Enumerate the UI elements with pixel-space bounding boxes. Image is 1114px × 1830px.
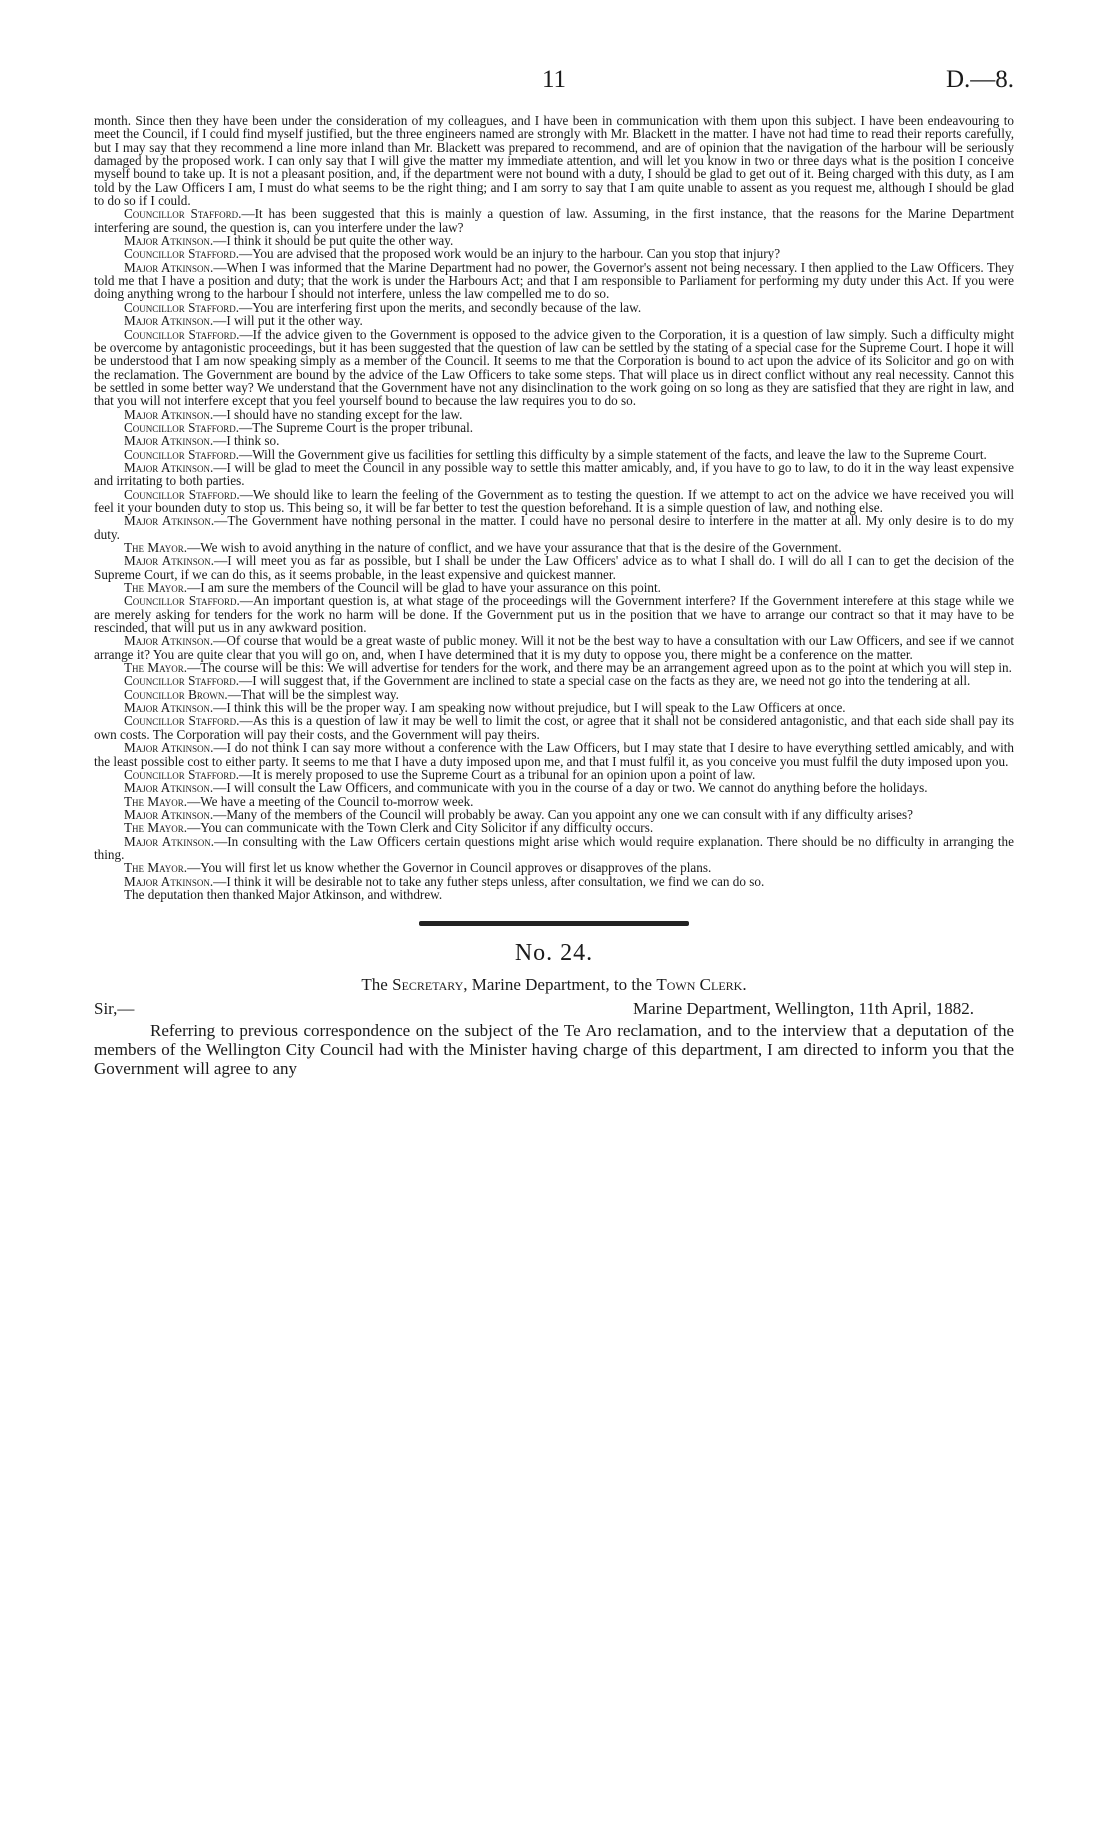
speaker-name: Major Atkinson. xyxy=(124,406,214,422)
speaker-name: Councillor Stafford. xyxy=(124,673,240,689)
salutation: Sir,— xyxy=(94,999,135,1019)
transcript-paragraph xyxy=(94,741,1014,768)
transcript-paragraph xyxy=(94,328,1014,408)
transcript-paragraph xyxy=(94,314,1014,327)
speech-text: —Will the Government give us facilities for settling this difficulty by a simple statement of the facts, and leave the law to the Supreme Court. xyxy=(239,446,987,462)
speaker-name: Major Atkinson. xyxy=(124,313,214,329)
speaker-name: The Mayor. xyxy=(124,660,188,676)
speaker-name: Major Atkinson. xyxy=(124,259,214,275)
speech-text: —I think so. xyxy=(213,433,280,449)
transcript-paragraph xyxy=(94,461,1014,488)
speech-text: —The Supreme Court is the proper tribunal. xyxy=(239,419,474,435)
transcript-paragraph xyxy=(94,701,1014,714)
speaker-name: Major Atkinson. xyxy=(124,700,214,716)
speech-text: —As this is a question of law it may be well to limit the cost, or agree that it shall not be considered antagonistic, and that each side shall pay its own costs. The Corporation will pay their costs, and the Government will pay theirs. xyxy=(94,713,1014,742)
speaker-name: Councillor Stafford. xyxy=(124,593,240,609)
speech-text: —When I was informed that the Marine Department had no power, the Governor's assent not being necessary. I then applied to the Law Officers. They told me that I have a position and duty; that the work is under the Harbours Act; and that I am responsible to Parliament for performing my duty under this Act. If you were doing anything wrong to the harbour I should not interfere, unless the law compelled me to do so. xyxy=(94,259,1015,302)
transcript-paragraph xyxy=(94,434,1014,447)
speech-text: —The Government have nothing personal in the matter. I could have no personal desire to interfere in the matter at all. My only desire is to do my duty. xyxy=(94,513,1014,542)
speech-text: —You are interfering first upon the merits, and secondly because of the law. xyxy=(239,299,642,315)
speaker-name: Councillor Stafford. xyxy=(124,486,240,502)
heading-to: Town Clerk xyxy=(656,975,743,995)
speaker-name: Major Atkinson. xyxy=(124,833,215,849)
letter-address-line xyxy=(94,999,1014,1021)
page-number: 11 xyxy=(541,66,567,93)
section-divider xyxy=(419,921,689,926)
speech-text: —Many of the members of the Council will probably be away. Can you appoint any one we can consult with if any difficulty arises? xyxy=(213,806,913,822)
speech-text: —You are advised that the proposed work would be an injury to the harbour. Can you stop that injury? xyxy=(239,246,781,262)
transcript-paragraph xyxy=(94,421,1014,434)
speech-text: —I will consult the Law Officers, and communicate with you in the course of a day or two. We cannot do anything before the holidays. xyxy=(213,780,928,796)
transcript-paragraph xyxy=(94,408,1014,421)
speech-text: —It has been suggested that this is mainly a question of law. Assuming, in the first instance, that the reasons for the Marine Department interfering are sound, the question is, can you interfere under the law? xyxy=(94,206,1014,235)
speaker-name: The Mayor. xyxy=(124,860,188,876)
speech-text: —An important question is, at what stage of the proceedings will the Government interfere? If the Government interefere at this stage while we are merely asking for tenders for the work no harm will be done. If the Government put us in the position that we have to arrange our contract so that it may have to be rescinded, that will put us in any awkward position. xyxy=(94,593,1014,636)
speech-text: —We have a meeting of the Council to-morrow week. xyxy=(187,793,474,809)
speaker-name: Councillor Stafford. xyxy=(124,419,240,435)
transcript-paragraph xyxy=(94,594,1014,634)
speech-text: —In consulting with the Law Officers certain questions might arise which would require explanation. There should be no difficulty in arranging the thing. xyxy=(94,833,1014,862)
transcript-paragraph xyxy=(94,888,1014,901)
interview-transcript xyxy=(94,114,1014,901)
transcript-paragraph xyxy=(94,875,1014,888)
speaker-name: Major Atkinson. xyxy=(124,740,214,756)
transcript-paragraph xyxy=(94,714,1014,741)
page-header xyxy=(94,66,1014,106)
transcript-paragraph xyxy=(94,861,1014,874)
transcript-paragraph xyxy=(94,514,1014,541)
speech-text: —We should like to learn the feeling of the Government as to testing the question. If we attempt to act on the advice we have received you will feel it your bounden duty to stop us. This being so, it will be far better to test the question beforehand. It is a simple question of law, and nothing else. xyxy=(94,486,1014,515)
speech-text: —I think it will be desirable not to take any futher steps unless, after consultation, we find we can do so. xyxy=(213,873,765,889)
speaker-name: Major Atkinson. xyxy=(124,633,214,649)
page xyxy=(94,66,1014,1078)
speaker-name: Councillor Stafford. xyxy=(124,446,240,462)
transcript-paragraph xyxy=(94,554,1014,581)
transcript-paragraph xyxy=(94,821,1014,834)
transcript-paragraph xyxy=(94,234,1014,247)
speech-text: —We wish to avoid anything in the nature of conflict, and we have your assurance that that is the desire of the Government. xyxy=(187,540,842,555)
speaker-name: Major Atkinson. xyxy=(124,433,214,449)
speech-text: —You can communicate with the Town Clerk and City Solicitor if any difficulty occurs. xyxy=(187,820,654,836)
speaker-name: Councillor Stafford. xyxy=(124,299,240,315)
speaker-name: Councillor Stafford. xyxy=(124,206,242,222)
transcript-paragraph xyxy=(94,781,1014,794)
speech-text: —I think it should be put quite the other way. xyxy=(213,233,454,249)
transcript-paragraph xyxy=(94,634,1014,661)
transcript-paragraph xyxy=(94,795,1014,808)
transcript-paragraph xyxy=(94,541,1014,554)
speech-text: —I do not think I can say more without a conference with the Law Officers, but I may state that I desire to have everything settled amicably, and with the least possible cost to either party. It seems to me that I have a duty imposed upon me, and that I must fulfil it, as you conceive you must fulfil the duty imposed upon you. xyxy=(94,740,1014,769)
speaker-name: Major Atkinson. xyxy=(124,873,214,889)
heading-middle: , Marine Department, to the xyxy=(463,975,657,995)
speech-text: The deputation then thanked Major Atkinson, and withdrew. xyxy=(124,886,443,902)
speech-text: —I am sure the members of the Council will be glad to have your assurance on this point. xyxy=(187,580,661,596)
transcript-paragraph xyxy=(94,114,1014,207)
speaker-name: Councillor Stafford. xyxy=(124,713,240,729)
transcript-paragraph xyxy=(94,768,1014,781)
transcript-paragraph xyxy=(94,301,1014,314)
speech-text: —If the advice given to the Government is opposed to the advice given to the Corporation, it is a question of law simply. Such a difficulty might be overcome by antagonistic proceedings, but it has been suggested that the question of law can be settled by the stating of a special case for the Supreme Court. I hope it will be understood that I am now speaking simply as a member of the Council. It seems to me that the Corporation is bound to act upon the advice of its Solicitor and go on with the reclamation. The Government are bound by the advice of the Law Officers to take some steps. That will place us in direct conflict without any real necessity. Cannot this be settled in some better way? We understand that the Government have not any disinclination to the work going on so long as they are satisfied that they are right in law, and that you will not interfere except that you feel yourself bound to because the law requires you to do so. xyxy=(94,326,1014,409)
speech-text: —I will suggest that, if the Government are inclined to state a special case on the facts as they are, we need not go into the tendering at all. xyxy=(239,673,971,689)
speaker-name: Major Atkinson. xyxy=(124,513,215,529)
speech-text: —You will first let us know whether the Governor in Council approves or disapproves of the plans. xyxy=(187,860,712,876)
speech-text: —The course will be this: We will advertise for tenders for the work, and there may be an arrangement agreed upon as to the point at which you will step in. xyxy=(187,660,1012,676)
transcript-paragraph xyxy=(94,808,1014,821)
document-reference: D.—8. xyxy=(945,66,1014,93)
speech-text: —I will put it the other way. xyxy=(213,313,363,329)
speech-text: —I will meet you as far as possible, but I shall be under the Law Officers' advice as to what I shall do. I will do all I can to get the decision of the Supreme Court, if we can do this, as it seems probable, in the least expensive and quickest manner. xyxy=(94,553,1014,582)
speech-text: —I will be glad to meet the Council in any possible way to settle this matter amicably, and, if you have to go to law, to do it in the way least expensive and irritating to both parties. xyxy=(94,459,1015,489)
speaker-name: Major Atkinson. xyxy=(124,780,214,796)
speech-text: —I should have no standing except for the law. xyxy=(213,406,463,422)
speaker-name: Major Atkinson. xyxy=(124,233,214,249)
speaker-name: Councillor Stafford. xyxy=(124,246,240,262)
document-number: No. 24. xyxy=(514,940,594,967)
speech-text: —Of course that would be a great waste of public money. Will it not be the best way to have a consultation with our Law Officers, and see if we cannot arrange it? You are quite clear that you will go on, and, when I have determined that it is my duty to oppose you, there might be a conference on the matter. xyxy=(94,633,1014,662)
letter-heading xyxy=(94,975,1014,995)
transcript-paragraph xyxy=(94,247,1014,260)
speaker-name: Major Atkinson. xyxy=(124,806,214,822)
speaker-name: Councillor Stafford. xyxy=(124,326,240,342)
speech-text: month. Since then they have been under the consideration of my colleagues, and I have been in communication with them upon this subject. I have been endeavouring to meet the Council, if I could find myself justified, but the three engineers named are strongly with Mr. Blackett in the matter. I have not had time to read their reports carefully, but I may say that they recommend a line more inland than Mr. Blackett was prepared to recommend, and are of opinion that the navigation of the harbour will be seriously damaged by the proposed work. I can only say that I will give the matter my immediate attention, and will let you know in two or three days what is the position I conceive myself bound to take up. It is not a pleasant position, and, if the department were not bound with a duty, I should be glad to get out of it. Being charged with this duty, as I am told by the Law Officers I am, I must do what seems to be the right thing; and I am sorry to say that I am quite unable to assent as you request me, although I should be glad to do so if I could. xyxy=(94,113,1014,209)
transcript-paragraph xyxy=(94,261,1014,301)
speech-text: —I think this will be the proper way. I am speaking now without prejudice, but I will speak to the Law Officers at once. xyxy=(213,700,846,716)
transcript-paragraph xyxy=(94,488,1014,515)
speaker-name: Councillor Brown. xyxy=(124,686,228,702)
speaker-name: The Mayor. xyxy=(124,793,188,809)
dateline: Marine Department, Wellington, 11th April, 1882. xyxy=(633,999,974,1019)
speech-text: —That will be the simplest way. xyxy=(227,686,399,702)
heading-suffix: . xyxy=(742,975,747,995)
speaker-name: Major Atkinson. xyxy=(124,553,215,569)
speaker-name: The Mayor. xyxy=(124,580,188,596)
speaker-name: Major Atkinson. xyxy=(124,459,214,475)
speaker-name: Councillor Stafford. xyxy=(124,766,240,782)
heading-from: Secretary xyxy=(392,975,464,995)
transcript-paragraph xyxy=(94,581,1014,594)
transcript-paragraph xyxy=(94,207,1014,234)
speaker-name: The Mayor. xyxy=(124,820,188,836)
letter-body: Referring to previous correspondence on the subject of the Te Aro reclamation, and to the interview that a deputation of the members of the Wellington City Council had with the Minister having charge of this department, I am directed to inform you that the Government will agree to any xyxy=(94,1021,1014,1079)
transcript-paragraph xyxy=(94,688,1014,701)
transcript-paragraph xyxy=(94,661,1014,674)
transcript-paragraph xyxy=(94,835,1014,862)
speaker-name: The Mayor. xyxy=(124,540,188,555)
transcript-paragraph xyxy=(94,448,1014,461)
heading-prefix: The xyxy=(361,975,393,995)
speech-text: —It is merely proposed to use the Supreme Court as a tribunal for an opinion upon a point of law. xyxy=(239,766,756,782)
transcript-paragraph xyxy=(94,674,1014,687)
